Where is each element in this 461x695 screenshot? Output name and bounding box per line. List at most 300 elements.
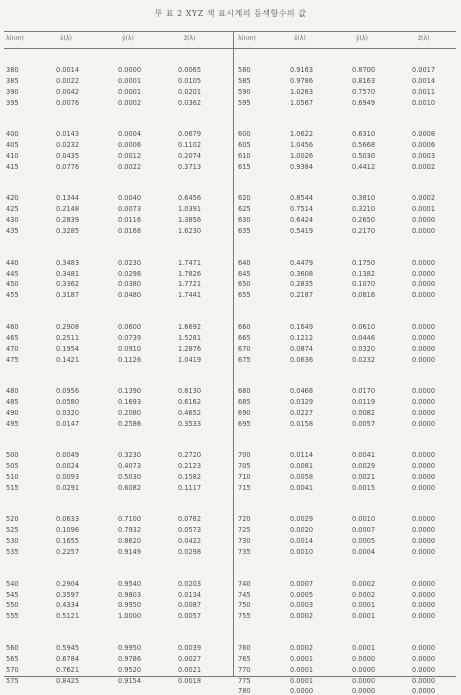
y-bar-cell: 0.1070 bbox=[352, 280, 376, 289]
x-bar-cell: 0.1655 bbox=[56, 537, 80, 546]
x-bar-cell: 0.9786 bbox=[290, 76, 314, 85]
y-bar-cell: 0.2170 bbox=[352, 227, 376, 236]
y-bar-cell: 0.0000 bbox=[352, 687, 376, 695]
z-bar-cell: 0.0057 bbox=[178, 612, 202, 621]
wavelength-cell: 440 bbox=[6, 258, 19, 267]
x-bar-cell: 0.7514 bbox=[290, 205, 314, 214]
y-bar-cell: 0.0005 bbox=[352, 537, 376, 546]
z-bar-cell: 0.0573 bbox=[178, 526, 202, 535]
z-bar-cell: 0.2123 bbox=[178, 462, 202, 471]
x-bar-cell: 0.1096 bbox=[56, 526, 80, 535]
wavelength-cell: 520 bbox=[6, 515, 19, 524]
y-bar-cell: 0.9786 bbox=[118, 654, 142, 663]
x-bar-cell: 0.0143 bbox=[56, 130, 80, 139]
x-bar-cell: 0.0636 bbox=[290, 355, 314, 364]
x-bar-cell: 0.3285 bbox=[56, 227, 80, 236]
y-bar-cell: 0.0040 bbox=[118, 194, 142, 203]
wavelength-cell: 635 bbox=[238, 227, 251, 236]
wavelength-cell: 425 bbox=[6, 205, 19, 214]
x-bar-cell: 0.0020 bbox=[290, 526, 314, 535]
wavelength-cell: 590 bbox=[238, 87, 251, 96]
y-bar-cell: 0.6082 bbox=[118, 483, 142, 492]
wavelength-cell: 480 bbox=[6, 387, 19, 395]
wavelength-cell: 585 bbox=[238, 76, 251, 85]
y-bar-cell: 0.0007 bbox=[352, 526, 376, 535]
y-bar-cell: 0.0000 bbox=[118, 66, 142, 74]
y-bar-cell: 0.5030 bbox=[352, 152, 376, 160]
z-bar-cell: 0.0000 bbox=[412, 665, 436, 674]
y-bar-cell: 0.0298 bbox=[118, 269, 142, 278]
wavelength-cell: 460 bbox=[6, 322, 19, 331]
z-bar-cell: 0.0000 bbox=[412, 687, 436, 695]
wavelength-cell: 450 bbox=[6, 280, 19, 289]
x-bar-cell: 0.7621 bbox=[56, 665, 80, 674]
y-bar-cell: 0.7932 bbox=[118, 526, 142, 535]
y-bar-cell: 0.2650 bbox=[352, 216, 376, 225]
y-bar-cell: 0.6949 bbox=[352, 98, 376, 107]
x-bar-cell: 0.0114 bbox=[290, 451, 314, 460]
y-bar-cell: 0.0015 bbox=[352, 483, 376, 492]
y-bar-cell: 0.7570 bbox=[352, 87, 376, 96]
wavelength-cell: 595 bbox=[238, 98, 251, 107]
x-bar-cell: 0.2839 bbox=[56, 216, 80, 225]
z-bar-cell: 0.0000 bbox=[412, 548, 436, 557]
x-bar-cell: 0.0002 bbox=[290, 612, 314, 621]
y-bar-cell: 0.0082 bbox=[352, 408, 376, 417]
x-bar-cell: 0.0029 bbox=[290, 515, 314, 524]
x-bar-cell: 0.0468 bbox=[290, 387, 314, 395]
x-bar-cell: 0.9384 bbox=[290, 162, 314, 171]
z-bar-cell: 0.0000 bbox=[412, 526, 436, 535]
x-bar-cell: 0.0874 bbox=[290, 344, 314, 353]
x-bar-cell: 0.5945 bbox=[56, 643, 80, 652]
z-bar-cell: 0.0039 bbox=[178, 643, 202, 652]
x-bar-cell: 0.0956 bbox=[56, 387, 80, 395]
wavelength-cell: 745 bbox=[238, 590, 251, 599]
y-bar-cell: 0.0073 bbox=[118, 205, 142, 214]
x-bar-cell: 0.0024 bbox=[56, 462, 80, 471]
z-bar-cell: 1.6692 bbox=[178, 322, 202, 331]
wavelength-cell: 435 bbox=[6, 227, 19, 236]
z-bar-cell: 0.3533 bbox=[178, 419, 202, 428]
x-bar-cell: 0.3362 bbox=[56, 280, 80, 289]
x-bar-cell: 0.0081 bbox=[290, 462, 314, 471]
x-bar-cell: 0.0320 bbox=[56, 408, 80, 417]
page-title: 부 표 2 XYZ 색 표시계의 등색함수의 값 bbox=[154, 9, 307, 18]
y-bar-cell: 0.0816 bbox=[352, 291, 376, 300]
y-bar-cell: 0.0480 bbox=[118, 291, 142, 300]
y-bar-cell: 0.1126 bbox=[118, 355, 142, 364]
z-bar-cell: 0.0362 bbox=[178, 98, 202, 107]
x-bar-cell: 0.0049 bbox=[56, 451, 80, 460]
z-bar-cell: 0.6456 bbox=[178, 194, 202, 203]
wavelength-cell: 530 bbox=[6, 537, 19, 546]
y-bar-cell: 0.0012 bbox=[118, 152, 142, 160]
x-bar-cell: 0.2908 bbox=[56, 322, 80, 331]
z-bar-cell: 0.0000 bbox=[412, 408, 436, 417]
z-bar-cell: 0.0000 bbox=[412, 258, 436, 267]
y-bar-cell: 0.0232 bbox=[352, 355, 376, 364]
z-bar-cell: 0.3713 bbox=[178, 162, 202, 171]
x-bar-cell: 0.0001 bbox=[290, 665, 314, 674]
z-bar-cell: 1.5281 bbox=[178, 333, 202, 342]
wavelength-cell: 755 bbox=[238, 612, 251, 621]
y-bar-cell: 0.4412 bbox=[352, 162, 376, 171]
wavelength-cell: 410 bbox=[6, 152, 19, 160]
x-bar-cell: 0.4479 bbox=[290, 258, 314, 267]
wavelength-cell: 705 bbox=[238, 462, 251, 471]
y-bar-cell: 0.0004 bbox=[352, 548, 376, 557]
x-bar-cell: 0.0002 bbox=[290, 643, 314, 652]
x-bar-cell: 0.0633 bbox=[56, 515, 80, 524]
z-bar-cell: 0.0000 bbox=[412, 537, 436, 546]
x-bar-cell: 0.4334 bbox=[56, 601, 80, 610]
z-bar-cell: 0.0014 bbox=[412, 76, 436, 85]
x-bar-cell: 0.0041 bbox=[290, 483, 314, 492]
wavelength-cell: 650 bbox=[238, 280, 251, 289]
x-bar-cell: 0.1212 bbox=[290, 333, 314, 342]
wavelength-cell: 575 bbox=[6, 676, 19, 685]
z-bar-cell: 0.0000 bbox=[412, 654, 436, 663]
wavelength-cell: 680 bbox=[238, 387, 251, 395]
header-rule bbox=[4, 48, 456, 49]
z-bar-cell: 0.0000 bbox=[412, 280, 436, 289]
y-bar-cell: 0.1382 bbox=[352, 269, 376, 278]
wavelength-cell: 660 bbox=[238, 322, 251, 331]
wavelength-cell: 710 bbox=[238, 473, 251, 481]
x-bar-cell: 0.6424 bbox=[290, 216, 314, 225]
z-bar-cell: 0.2720 bbox=[178, 451, 202, 460]
x-bar-cell: 0.2904 bbox=[56, 579, 80, 588]
z-bar-cell: 0.0201 bbox=[178, 87, 202, 96]
y-bar-cell: 0.0600 bbox=[118, 322, 142, 331]
wavelength-cell: 610 bbox=[238, 152, 251, 160]
y-bar-cell: 0.3230 bbox=[118, 451, 142, 460]
z-bar-cell: 0.0000 bbox=[412, 227, 436, 236]
wavelength-cell: 645 bbox=[238, 269, 251, 278]
wavelength-cell: 490 bbox=[6, 408, 19, 417]
z-bar-cell: 0.0002 bbox=[412, 162, 436, 171]
x-bar-cell: 0.0076 bbox=[56, 98, 80, 107]
z-bar-cell: 0.0021 bbox=[178, 665, 202, 674]
y-bar-cell: 0.0001 bbox=[352, 643, 376, 652]
y-bar-cell: 0.0041 bbox=[352, 451, 376, 460]
y-bar-cell: 0.0021 bbox=[352, 473, 376, 481]
x-bar-cell: 0.3608 bbox=[290, 269, 314, 278]
y-bar-cell: 0.0004 bbox=[118, 130, 142, 139]
wavelength-cell: 740 bbox=[238, 579, 251, 588]
wavelength-cell: 625 bbox=[238, 205, 251, 214]
center-divider bbox=[233, 31, 234, 676]
column-header: x̄(λ) bbox=[294, 35, 306, 42]
z-bar-cell: 0.0008 bbox=[412, 130, 436, 139]
x-bar-cell: 0.0007 bbox=[290, 579, 314, 588]
z-bar-cell: 0.0000 bbox=[412, 483, 436, 492]
wavelength-cell: 620 bbox=[238, 194, 251, 203]
z-bar-cell: 0.0001 bbox=[412, 205, 436, 214]
z-bar-cell: 1.2876 bbox=[178, 344, 202, 353]
y-bar-cell: 0.3210 bbox=[352, 205, 376, 214]
x-bar-cell: 0.8425 bbox=[56, 676, 80, 685]
y-bar-cell: 0.9803 bbox=[118, 590, 142, 599]
wavelength-cell: 525 bbox=[6, 526, 19, 535]
wavelength-cell: 580 bbox=[238, 66, 251, 74]
y-bar-cell: 1.0000 bbox=[118, 612, 142, 621]
y-bar-cell: 0.0001 bbox=[352, 612, 376, 621]
y-bar-cell: 0.0000 bbox=[352, 665, 376, 674]
y-bar-cell: 0.0446 bbox=[352, 333, 376, 342]
y-bar-cell: 0.9520 bbox=[118, 665, 142, 674]
y-bar-cell: 0.0001 bbox=[118, 87, 142, 96]
z-bar-cell: 0.1582 bbox=[178, 473, 202, 481]
x-bar-cell: 0.9163 bbox=[290, 66, 314, 74]
wavelength-cell: 510 bbox=[6, 473, 19, 481]
z-bar-cell: 0.0000 bbox=[412, 333, 436, 342]
x-bar-cell: 0.3597 bbox=[56, 590, 80, 599]
y-bar-cell: 0.0380 bbox=[118, 280, 142, 289]
z-bar-cell: 0.0003 bbox=[412, 152, 436, 160]
wavelength-cell: 750 bbox=[238, 601, 251, 610]
y-bar-cell: 0.0116 bbox=[118, 216, 142, 225]
x-bar-cell: 0.2187 bbox=[290, 291, 314, 300]
column-header: ȳ(λ) bbox=[356, 35, 368, 42]
z-bar-cell: 0.0000 bbox=[412, 590, 436, 599]
x-bar-cell: 1.0026 bbox=[290, 152, 314, 160]
x-bar-cell: 0.0014 bbox=[290, 537, 314, 546]
z-bar-cell: 0.0000 bbox=[412, 322, 436, 331]
y-bar-cell: 0.0001 bbox=[352, 601, 376, 610]
column-header: λ(nm) bbox=[238, 35, 256, 42]
column-header: λ(nm) bbox=[6, 35, 24, 42]
y-bar-cell: 0.0010 bbox=[352, 515, 376, 524]
x-bar-cell: 0.6784 bbox=[56, 654, 80, 663]
z-bar-cell: 0.0018 bbox=[178, 676, 202, 685]
z-bar-cell: 0.0000 bbox=[412, 601, 436, 610]
x-bar-cell: 1.0622 bbox=[290, 130, 314, 139]
wavelength-cell: 415 bbox=[6, 162, 19, 171]
wavelength-cell: 540 bbox=[6, 579, 19, 588]
z-bar-cell: 0.1102 bbox=[178, 141, 202, 150]
z-bar-cell: 0.0002 bbox=[412, 194, 436, 203]
y-bar-cell: 0.5030 bbox=[118, 473, 142, 481]
z-bar-cell: 1.3856 bbox=[178, 216, 202, 225]
z-bar-cell: 0.0006 bbox=[412, 141, 436, 150]
z-bar-cell: 0.0065 bbox=[178, 66, 202, 74]
x-bar-cell: 0.0058 bbox=[290, 473, 314, 481]
z-bar-cell: 1.7826 bbox=[178, 269, 202, 278]
y-bar-cell: 0.0119 bbox=[352, 397, 376, 406]
x-bar-cell: 1.0263 bbox=[290, 87, 314, 96]
y-bar-cell: 0.8163 bbox=[352, 76, 376, 85]
wavelength-cell: 500 bbox=[6, 451, 19, 460]
x-bar-cell: 0.2511 bbox=[56, 333, 80, 342]
z-bar-cell: 0.0000 bbox=[412, 344, 436, 353]
wavelength-cell: 600 bbox=[238, 130, 251, 139]
z-bar-cell: 0.0298 bbox=[178, 548, 202, 557]
wavelength-cell: 730 bbox=[238, 537, 251, 546]
wavelength-cell: 495 bbox=[6, 419, 19, 428]
y-bar-cell: 0.0000 bbox=[352, 654, 376, 663]
z-bar-cell: 0.0679 bbox=[178, 130, 202, 139]
column-header: ȳ(λ) bbox=[122, 35, 134, 42]
x-bar-cell: 0.0329 bbox=[290, 397, 314, 406]
x-bar-cell: 0.0000 bbox=[290, 687, 314, 695]
wavelength-cell: 670 bbox=[238, 344, 251, 353]
x-bar-cell: 0.8544 bbox=[290, 194, 314, 203]
y-bar-cell: 0.8620 bbox=[118, 537, 142, 546]
wavelength-cell: 655 bbox=[238, 291, 251, 300]
y-bar-cell: 0.0022 bbox=[118, 162, 142, 171]
z-bar-cell: 0.0010 bbox=[412, 98, 436, 107]
y-bar-cell: 0.0002 bbox=[352, 579, 376, 588]
y-bar-cell: 0.0057 bbox=[352, 419, 376, 428]
x-bar-cell: 0.2835 bbox=[290, 280, 314, 289]
z-bar-cell: 0.0087 bbox=[178, 601, 202, 610]
wavelength-cell: 630 bbox=[238, 216, 251, 225]
x-bar-cell: 0.0001 bbox=[290, 654, 314, 663]
wavelength-cell: 455 bbox=[6, 291, 19, 300]
y-bar-cell: 0.0002 bbox=[352, 590, 376, 599]
z-bar-cell: 0.0000 bbox=[412, 291, 436, 300]
x-bar-cell: 0.3187 bbox=[56, 291, 80, 300]
wavelength-cell: 565 bbox=[6, 654, 19, 663]
x-bar-cell: 0.0232 bbox=[56, 141, 80, 150]
y-bar-cell: 0.9950 bbox=[118, 643, 142, 652]
x-bar-cell: 1.0567 bbox=[290, 98, 314, 107]
y-bar-cell: 0.8700 bbox=[352, 66, 376, 74]
y-bar-cell: 0.7100 bbox=[118, 515, 142, 524]
wavelength-cell: 535 bbox=[6, 548, 19, 557]
wavelength-cell: 765 bbox=[238, 654, 251, 663]
wavelength-cell: 445 bbox=[6, 269, 19, 278]
wavelength-cell: 385 bbox=[6, 76, 19, 85]
y-bar-cell: 0.0320 bbox=[352, 344, 376, 353]
y-bar-cell: 0.2586 bbox=[118, 419, 142, 428]
y-bar-cell: 0.1693 bbox=[118, 397, 142, 406]
y-bar-cell: 0.0000 bbox=[352, 676, 376, 685]
z-bar-cell: 0.0000 bbox=[412, 387, 436, 395]
y-bar-cell: 0.1750 bbox=[352, 258, 376, 267]
x-bar-cell: 0.5121 bbox=[56, 612, 80, 621]
x-bar-cell: 0.0580 bbox=[56, 397, 80, 406]
x-bar-cell: 0.0435 bbox=[56, 152, 80, 160]
wavelength-cell: 545 bbox=[6, 590, 19, 599]
y-bar-cell: 0.9540 bbox=[118, 579, 142, 588]
z-bar-cell: 0.0422 bbox=[178, 537, 202, 546]
y-bar-cell: 0.1390 bbox=[118, 387, 142, 395]
z-bar-cell: 0.0000 bbox=[412, 473, 436, 481]
z-bar-cell: 0.6162 bbox=[178, 397, 202, 406]
z-bar-cell: 0.0782 bbox=[178, 515, 202, 524]
top-rule bbox=[4, 31, 456, 32]
y-bar-cell: 0.0910 bbox=[118, 344, 142, 353]
z-bar-cell: 0.0105 bbox=[178, 76, 202, 85]
wavelength-cell: 380 bbox=[6, 66, 19, 74]
y-bar-cell: 0.9154 bbox=[118, 676, 142, 685]
column-header: z̄(λ) bbox=[418, 35, 430, 42]
wavelength-cell: 395 bbox=[6, 98, 19, 107]
x-bar-cell: 0.2148 bbox=[56, 205, 80, 214]
z-bar-cell: 0.0000 bbox=[412, 355, 436, 364]
z-bar-cell: 0.0000 bbox=[412, 419, 436, 428]
y-bar-cell: 0.0029 bbox=[352, 462, 376, 471]
wavelength-cell: 775 bbox=[238, 676, 251, 685]
wavelength-cell: 760 bbox=[238, 643, 251, 652]
z-bar-cell: 0.8130 bbox=[178, 387, 202, 395]
y-bar-cell: 0.2080 bbox=[118, 408, 142, 417]
wavelength-cell: 485 bbox=[6, 397, 19, 406]
z-bar-cell: 0.0017 bbox=[412, 66, 436, 74]
z-bar-cell: 0.0000 bbox=[412, 676, 436, 685]
y-bar-cell: 0.0610 bbox=[352, 322, 376, 331]
x-bar-cell: 0.0042 bbox=[56, 87, 80, 96]
y-bar-cell: 0.0170 bbox=[352, 387, 376, 395]
z-bar-cell: 0.0000 bbox=[412, 216, 436, 225]
z-bar-cell: 0.0203 bbox=[178, 579, 202, 588]
x-bar-cell: 0.1421 bbox=[56, 355, 80, 364]
x-bar-cell: 0.0093 bbox=[56, 473, 80, 481]
x-bar-cell: 0.0776 bbox=[56, 162, 80, 171]
y-bar-cell: 0.4073 bbox=[118, 462, 142, 471]
z-bar-cell: 0.2074 bbox=[178, 152, 202, 160]
wavelength-cell: 470 bbox=[6, 344, 19, 353]
z-bar-cell: 0.0000 bbox=[412, 643, 436, 652]
y-bar-cell: 0.0739 bbox=[118, 333, 142, 342]
y-bar-cell: 0.6310 bbox=[352, 130, 376, 139]
wavelength-cell: 405 bbox=[6, 141, 19, 150]
x-bar-cell: 0.0227 bbox=[290, 408, 314, 417]
x-bar-cell: 0.0010 bbox=[290, 548, 314, 557]
x-bar-cell: 0.0003 bbox=[290, 601, 314, 610]
wavelength-cell: 780 bbox=[238, 687, 251, 695]
z-bar-cell: 0.0000 bbox=[412, 269, 436, 278]
y-bar-cell: 0.9950 bbox=[118, 601, 142, 610]
x-bar-cell: 0.1344 bbox=[56, 194, 80, 203]
x-bar-cell: 0.0001 bbox=[290, 676, 314, 685]
wavelength-cell: 640 bbox=[238, 258, 251, 267]
wavelength-cell: 735 bbox=[238, 548, 251, 557]
wavelength-cell: 700 bbox=[238, 451, 251, 460]
x-bar-cell: 0.0022 bbox=[56, 76, 80, 85]
z-bar-cell: 0.0000 bbox=[412, 462, 436, 471]
z-bar-cell: 1.0391 bbox=[178, 205, 202, 214]
wavelength-cell: 505 bbox=[6, 462, 19, 471]
wavelength-cell: 400 bbox=[6, 130, 19, 139]
y-bar-cell: 0.0002 bbox=[118, 98, 142, 107]
z-bar-cell: 0.0000 bbox=[412, 612, 436, 621]
y-bar-cell: 0.0168 bbox=[118, 227, 142, 236]
y-bar-cell: 0.0006 bbox=[118, 141, 142, 150]
y-bar-cell: 0.0230 bbox=[118, 258, 142, 267]
x-bar-cell: 0.0291 bbox=[56, 483, 80, 492]
wavelength-cell: 715 bbox=[238, 483, 251, 492]
x-bar-cell: 0.0014 bbox=[56, 66, 80, 74]
wavelength-cell: 465 bbox=[6, 333, 19, 342]
column-header: z̄(λ) bbox=[184, 35, 196, 42]
z-bar-cell: 1.6230 bbox=[178, 227, 202, 236]
x-bar-cell: 1.0456 bbox=[290, 141, 314, 150]
wavelength-cell: 770 bbox=[238, 665, 251, 674]
wavelength-cell: 720 bbox=[238, 515, 251, 524]
wavelength-cell: 725 bbox=[238, 526, 251, 535]
wavelength-cell: 695 bbox=[238, 419, 251, 428]
x-bar-cell: 0.1954 bbox=[56, 344, 80, 353]
wavelength-cell: 550 bbox=[6, 601, 19, 610]
y-bar-cell: 0.0001 bbox=[118, 76, 142, 85]
x-bar-cell: 0.3483 bbox=[56, 258, 80, 267]
column-header: x̄(λ) bbox=[60, 35, 72, 42]
x-bar-cell: 0.3481 bbox=[56, 269, 80, 278]
